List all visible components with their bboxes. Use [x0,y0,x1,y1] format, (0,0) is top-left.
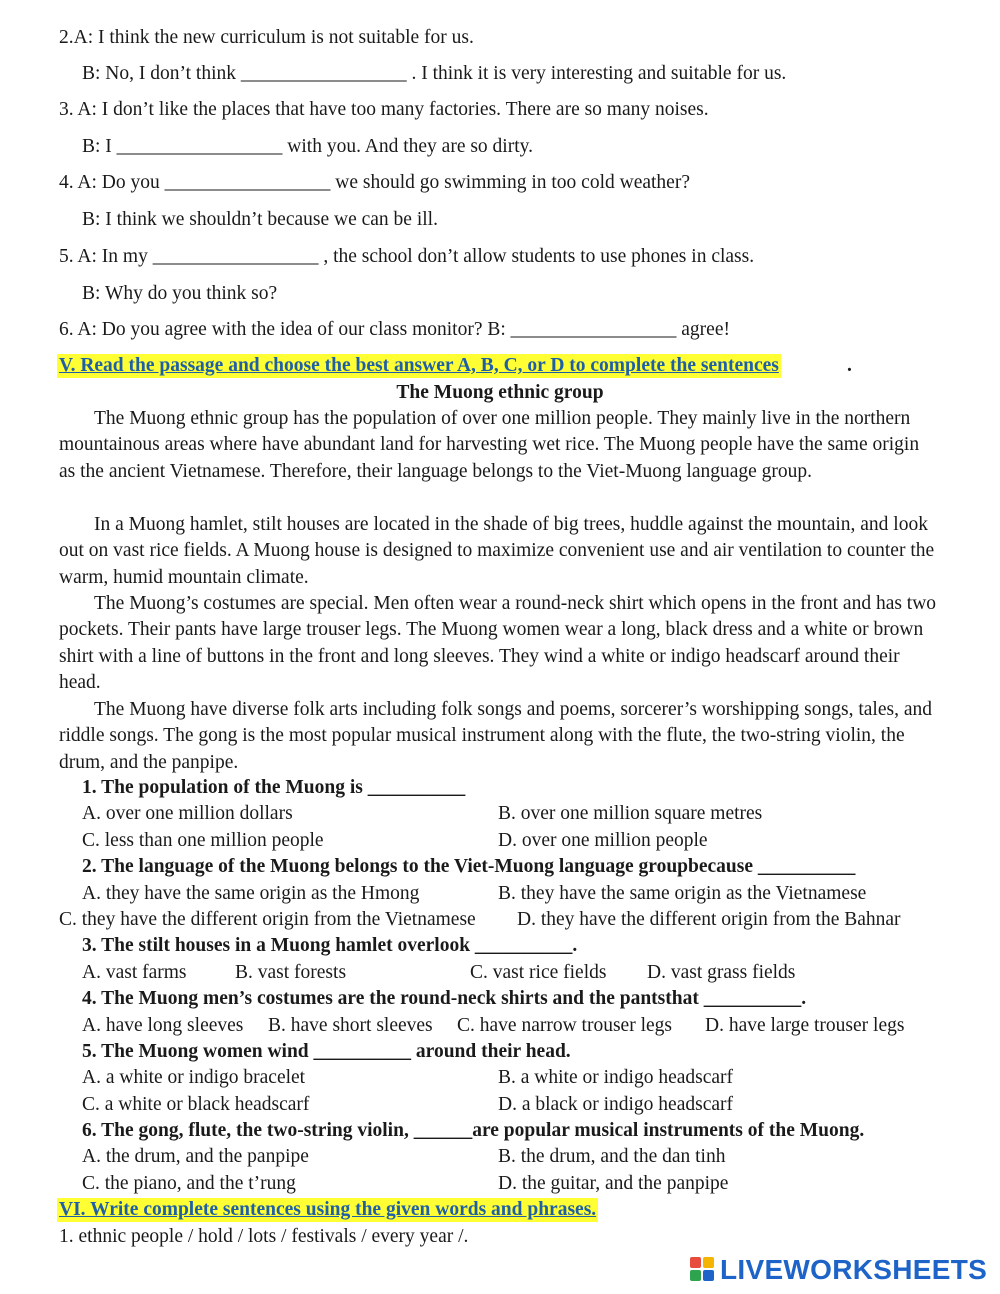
answer-option: A. have long sleeves [82,1015,244,1036]
question: 1. The population of the Muong is __________ [82,777,466,798]
dialogue-line: B: I _________________ with you. And they are so dirty. [82,136,533,157]
answer-option: D. the guitar, and the panpipe [498,1173,729,1194]
dialogue-line: 2.A: I think the new curriculum is not suitable for us. [59,27,474,48]
dialogue-line: B: I think we shouldn’t because we can be ill. [82,209,438,230]
answer-option: B. the drum, and the dan tinh [498,1146,726,1167]
passage-paragraph: In a Muong hamlet, stilt houses are located in the shade of big trees, huddle against the mountain, and look out on vast rice fields. A Muong house is designed to maximize convenient use and air ventilation to counter the warm, humid mountain climate. [59,514,935,588]
answer-option: A. over one million dollars [82,803,293,824]
answer-option: C. have narrow trouser legs [457,1015,672,1036]
dialogue-line: B: Why do you think so? [82,283,278,304]
dialogue-line: B: No, I don’t think _________________ . I think it is very interesting and suitable for us. [82,63,787,84]
answer-option: B. they have the same origin as the Vietnamese [498,883,867,904]
answer-option: B. have short sleeves [268,1015,433,1036]
dialogue-line: 5. A: In my _________________ , the school don’t allow students to use phones in class. [59,246,755,267]
passage-paragraph: The Muong’s costumes are special. Men often wear a round-neck shirt which opens in the front and has two pockets. Their pants have large trouser legs. The Muong women wear a long, black dress and a white or brown shirt with a line of buttons in the front and long sleeves. They wind a white or indigo headscarf around their head. [59,593,937,694]
dialogue-line: 4. A: Do you _________________ we should go swimming in too cold weather? [59,172,690,193]
answer-option: A. vast farms [82,962,187,983]
liveworksheets-logo-icon [690,1257,716,1283]
exercise-item: 1. ethnic people / hold / lots / festivals / every year /. [59,1226,469,1247]
answer-option: D. they have the different origin from the Bahnar [517,909,901,930]
answer-option: A. the drum, and the panpipe [82,1146,309,1167]
passage-paragraph: The Muong ethnic group has the population of over one million people. They mainly live in the northern mountainous areas where have abundant land for harvesting wet rice. The Muong people have the same origin as the ancient Vietnamese. Therefore, their language belongs to the Viet-Muong language group. [59,408,920,482]
answer-option: D. vast grass fields [647,962,796,983]
section-heading: VI. Write complete sentences using the given words and phrases. [59,1199,597,1220]
answer-option: C. less than one million people [82,830,324,851]
answer-option: B. vast forests [235,962,347,983]
question: 6. The gong, flute, the two-string violin, ______are popular musical instruments of the Muong. [82,1120,865,1141]
question: 2. The language of the Muong belongs to the Viet-Muong language groupbecause __________ [82,856,856,877]
answer-option: C. they have the different origin from the Vietnamese [59,909,476,930]
passage-title: The Muong ethnic group [396,382,604,403]
section-heading-period: . [847,355,852,376]
answer-option: A. a white or indigo bracelet [82,1067,306,1088]
passage-paragraph: The Muong have diverse folk arts including folk songs and poems, sorcerer’s worshipping songs, tales, and riddle songs. The gong is the most popular musical instrument along with the flute, the two-string violin, the drum, and the panpipe. [59,699,932,773]
answer-option: B. over one million square metres [498,803,763,824]
question: 4. The Muong men’s costumes are the round-neck shirts and the pantsthat __________. [82,988,807,1009]
dialogue-line: 3. A: I don’t like the places that have too many factories. There are so many noises. [59,99,709,120]
liveworksheets-logo[interactable] [690,1253,987,1287]
answer-option: C. the piano, and the t’rung [82,1173,296,1194]
answer-option: C. vast rice fields [470,962,607,983]
answer-option: C. a white or black headscarf [82,1094,310,1115]
answer-option: D. a black or indigo headscarf [498,1094,733,1115]
dialogue-line: 6. A: Do you agree with the idea of our class monitor? B: _________________ agree! [59,319,730,340]
answer-option: B. a white or indigo headscarf [498,1067,734,1088]
section-heading: V. Read the passage and choose the best answer A, B, C, or D to complete the sentences [59,355,779,376]
question: 5. The Muong women wind __________ around their head. [82,1041,571,1062]
answer-option: D. over one million people [498,830,708,851]
answer-option: D. have large trouser legs [705,1015,905,1036]
question: 3. The stilt houses in a Muong hamlet overlook __________. [82,935,578,956]
answer-option: A. they have the same origin as the Hmong [82,883,420,904]
logo-text: LIVEWORKSHEETS [720,1254,988,1285]
